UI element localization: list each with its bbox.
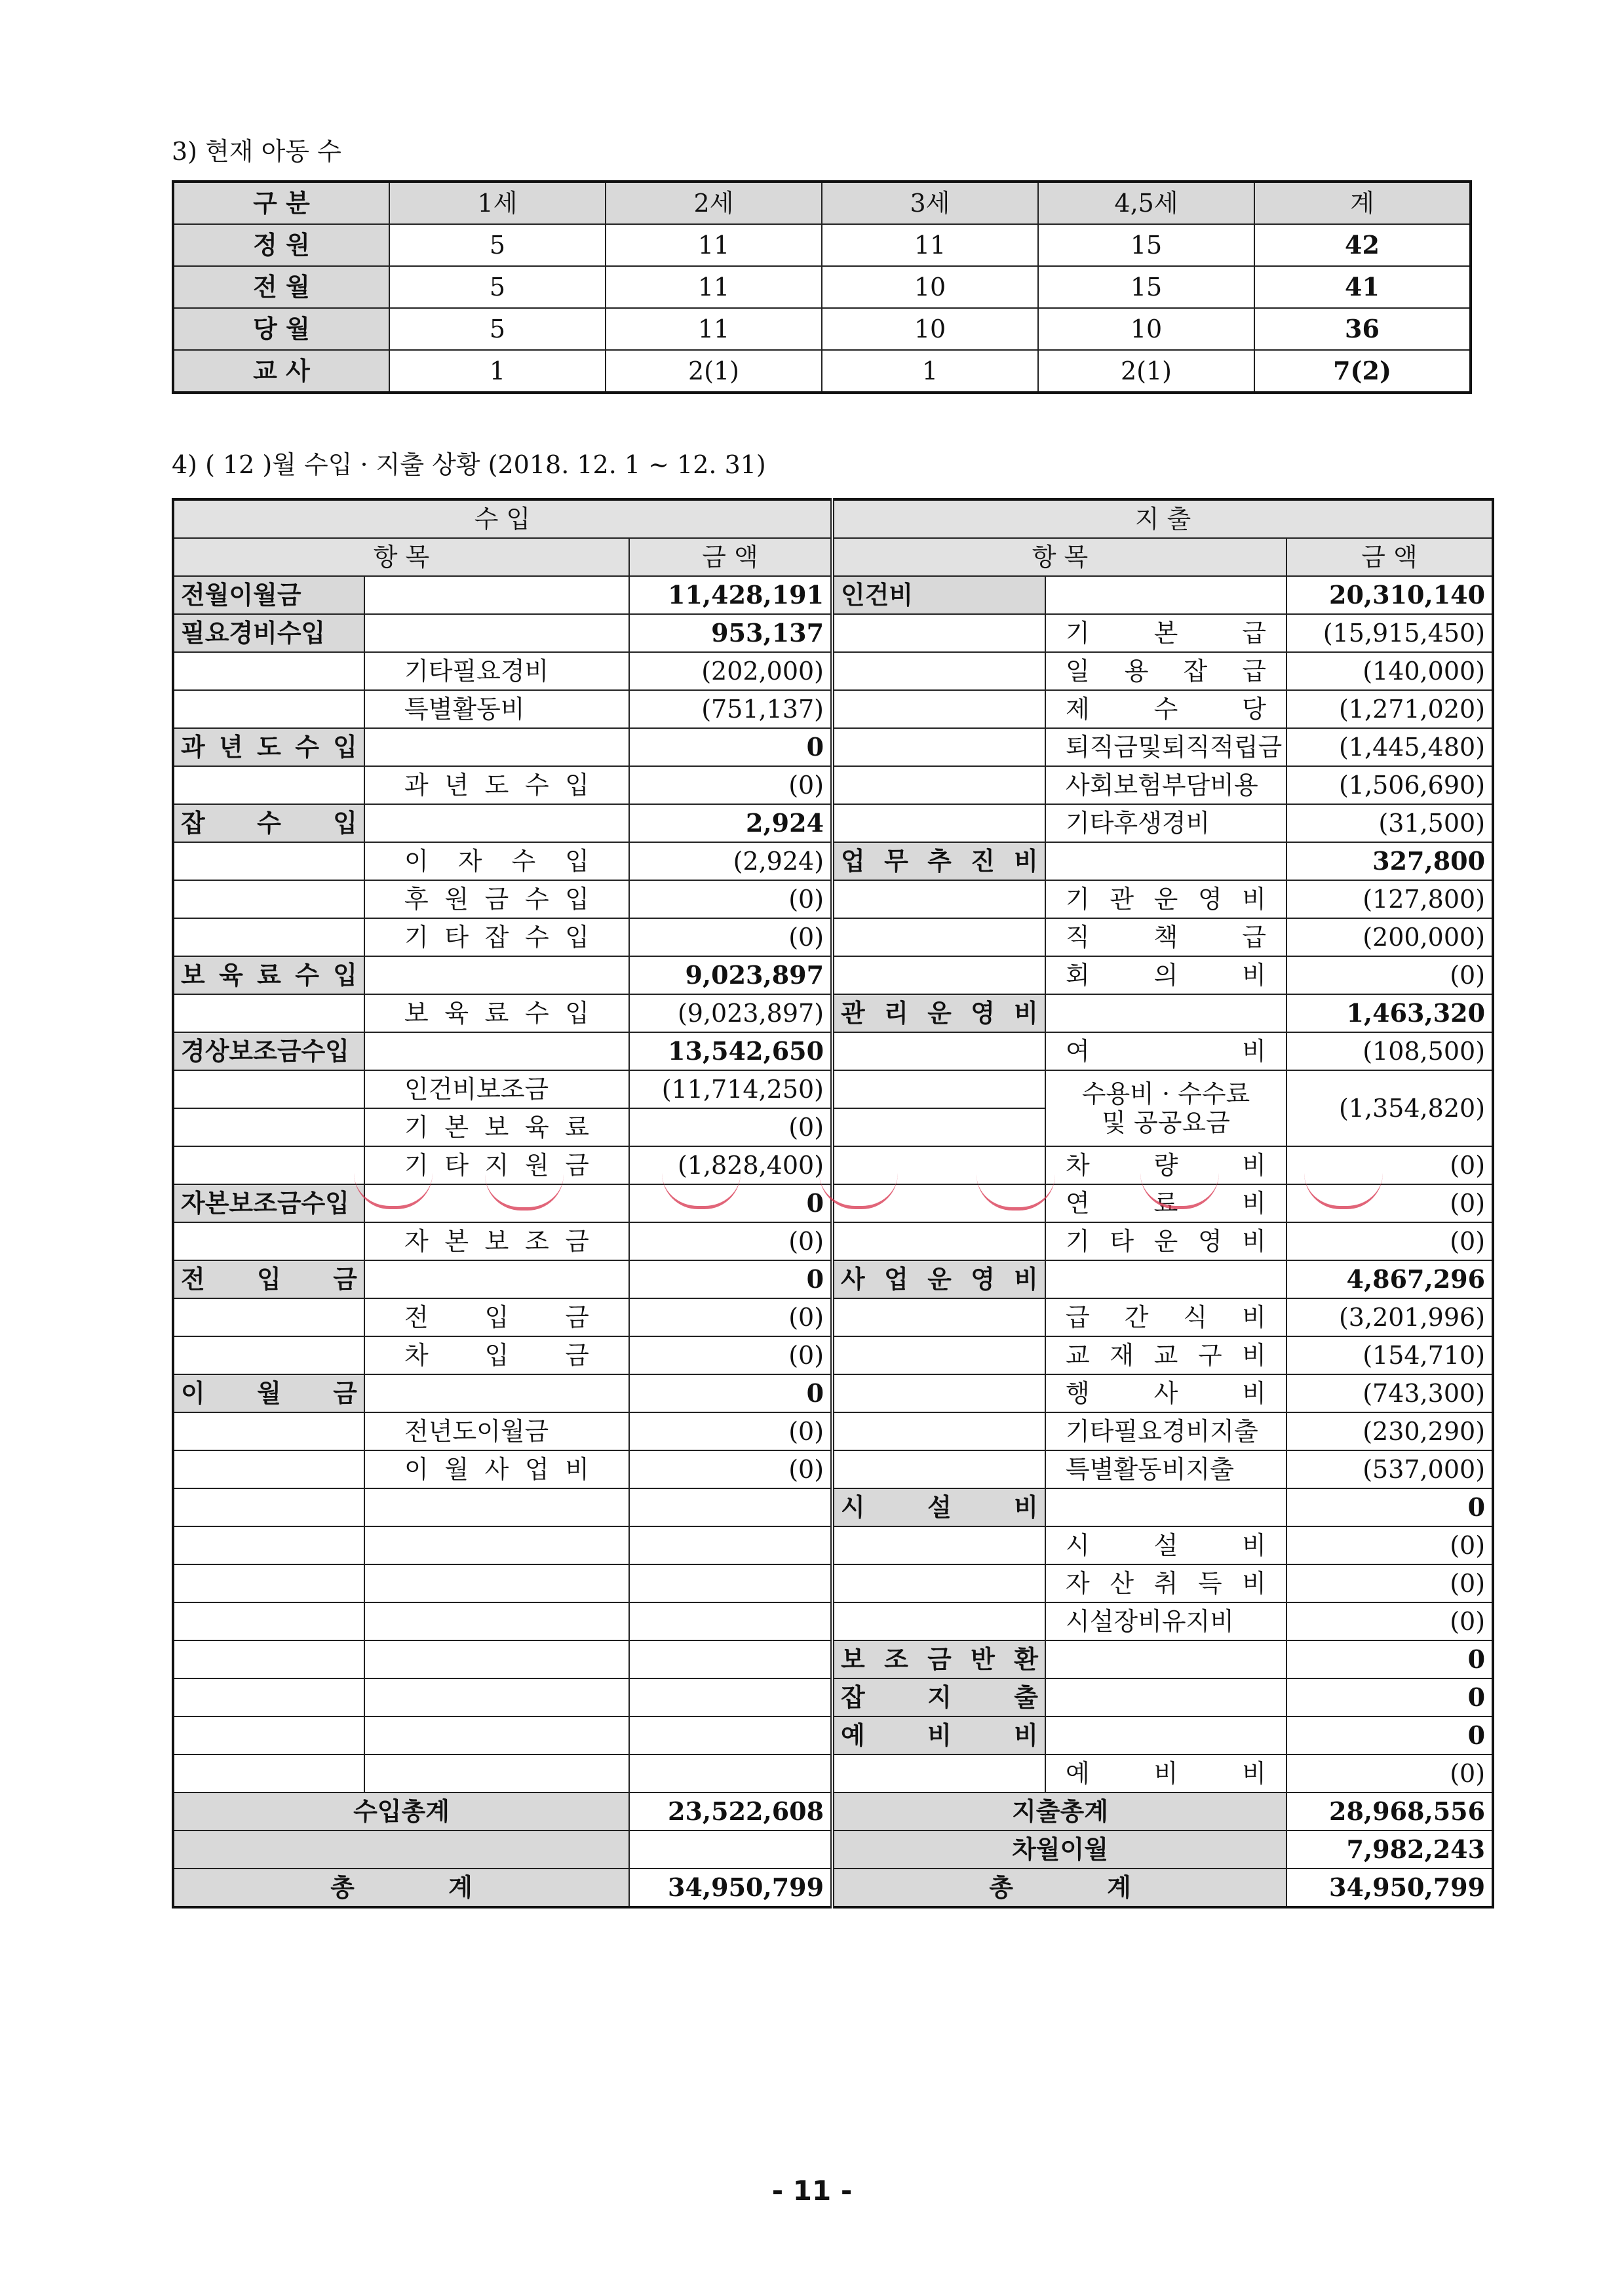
empty-cell	[832, 1070, 1045, 1108]
table-row	[173, 994, 1493, 1032]
expense-amount: (1,445,480)	[1286, 728, 1493, 766]
expense-item: 기 본 급	[1045, 614, 1286, 652]
income-amount: (11,714,250)	[629, 1070, 832, 1108]
empty-cell	[832, 1754, 1045, 1792]
empty-cell	[364, 1640, 629, 1678]
empty-cell	[832, 956, 1045, 994]
empty-cell	[629, 1526, 832, 1564]
expense-amount: 4,867,296	[1286, 1260, 1493, 1298]
expense-item: 기 관 운 영 비	[1045, 880, 1286, 918]
expense-item: 시설장비유지비	[1045, 1602, 1286, 1640]
cell: 15	[1038, 224, 1254, 266]
expense-amount: 1,463,320	[1286, 994, 1493, 1032]
empty-cell	[1045, 842, 1286, 880]
expense-item-header: 항 목	[832, 538, 1286, 576]
empty-cell	[173, 1754, 364, 1792]
total-cell: 42	[1254, 224, 1471, 266]
income-amount: 0	[629, 1374, 832, 1412]
income-item: 보 육 료 수 입	[364, 994, 629, 1032]
income-item-header: 항 목	[173, 538, 629, 576]
table-row	[173, 1298, 1493, 1336]
section-4-title: 4) ( 12 )월 수입 · 지출 상황 (2018. 12. 1 ~ 12. 31)	[172, 450, 766, 479]
budget-footer	[173, 1792, 1493, 1907]
expense-item: 기타필요경비지출	[1045, 1412, 1286, 1450]
income-amount: 0	[629, 1260, 832, 1298]
cell: 2(1)	[606, 350, 822, 393]
income-item: 차 입 금	[364, 1336, 629, 1374]
empty-cell	[832, 690, 1045, 728]
empty-cell	[364, 1374, 629, 1412]
empty-cell	[364, 804, 629, 842]
expense-amount-header: 금 액	[1286, 538, 1493, 576]
expense-category: 시 설 비	[832, 1488, 1045, 1526]
table-row	[173, 880, 1493, 918]
budget-header-row	[173, 499, 1493, 538]
empty-cell	[364, 1678, 629, 1716]
expense-item: 직 책 급	[1045, 918, 1286, 956]
empty-cell	[173, 1070, 364, 1108]
total-cell: 41	[1254, 266, 1471, 308]
expense-item: 시 설 비	[1045, 1526, 1286, 1564]
empty-cell	[173, 880, 364, 918]
empty-cell	[832, 880, 1045, 918]
cell: 5	[389, 308, 606, 350]
expense-amount: 0	[1286, 1716, 1493, 1754]
empty-cell	[832, 652, 1045, 690]
cell: 1	[822, 350, 1038, 393]
expense-item: 수용비 · 수수료 및 공공요금	[1045, 1070, 1286, 1146]
empty-cell	[832, 1526, 1045, 1564]
expense-item: 기 타 운 영 비	[1045, 1222, 1286, 1260]
cell: 10	[822, 266, 1038, 308]
expense-amount: 0	[1286, 1640, 1493, 1678]
empty-cell	[832, 728, 1045, 766]
empty-cell	[173, 1336, 364, 1374]
expense-item: 회 의 비	[1045, 956, 1286, 994]
empty-cell	[173, 994, 364, 1032]
expense-item: 차 량 비	[1045, 1146, 1286, 1184]
income-total-label: 수입총계	[173, 1792, 629, 1831]
expense-item: 기타후생경비	[1045, 804, 1286, 842]
empty-cell	[629, 1678, 832, 1716]
income-item: 이 자 수 입	[364, 842, 629, 880]
expense-amount: (140,000)	[1286, 652, 1493, 690]
income-item: 인건비보조금	[364, 1070, 629, 1108]
expense-item: 사회보험부담비용	[1045, 766, 1286, 804]
expense-amount: (200,000)	[1286, 918, 1493, 956]
expense-amount: (230,290)	[1286, 1412, 1493, 1450]
income-amount: 13,542,650	[629, 1032, 832, 1070]
expense-header: 지 출	[832, 499, 1493, 538]
income-category: 자본보조금수입	[173, 1184, 364, 1222]
empty-cell	[364, 1260, 629, 1298]
expense-item: 제 수 당	[1045, 690, 1286, 728]
empty-cell	[173, 1564, 364, 1602]
header-cell: 3세	[822, 182, 1038, 224]
table-row	[173, 224, 1471, 266]
expense-amount: (127,800)	[1286, 880, 1493, 918]
expense-category: 사 업 운 영 비	[832, 1260, 1045, 1298]
income-amount: (1,828,400)	[629, 1146, 832, 1184]
expense-item: 퇴직금및퇴직적립금	[1045, 728, 1286, 766]
income-amount: (202,000)	[629, 652, 832, 690]
empty-cell	[832, 1374, 1045, 1412]
income-amount: (2,924)	[629, 842, 832, 880]
children-count-table	[172, 180, 1472, 394]
cell: 15	[1038, 266, 1254, 308]
empty-cell	[173, 1716, 364, 1754]
income-amount: 2,924	[629, 804, 832, 842]
income-item: 전년도이월금	[364, 1412, 629, 1450]
empty-cell	[173, 1831, 629, 1869]
empty-cell	[832, 1450, 1045, 1488]
empty-cell	[364, 1602, 629, 1640]
empty-cell	[173, 1450, 364, 1488]
row-label: 정 원	[173, 224, 389, 266]
empty-cell	[832, 804, 1045, 842]
income-grand-total-label: 총 계	[173, 1869, 629, 1907]
income-item: 후 원 금 수 입	[364, 880, 629, 918]
income-item: 기 타 지 원 금	[364, 1146, 629, 1184]
table-row	[173, 1070, 1493, 1108]
income-amount: 9,023,897	[629, 956, 832, 994]
table-row	[173, 1222, 1493, 1260]
table-row	[173, 350, 1471, 393]
empty-cell	[173, 1526, 364, 1564]
expense-grand-total-value: 34,950,799	[1286, 1869, 1493, 1907]
empty-cell	[629, 1488, 832, 1526]
section-3-title: 3) 현재 아동 수	[172, 137, 341, 166]
income-amount: (0)	[629, 1336, 832, 1374]
total-cell: 7(2)	[1254, 350, 1471, 393]
income-category: 보 육 료 수 입	[173, 956, 364, 994]
empty-cell	[629, 1564, 832, 1602]
header-cell: 구 분	[173, 182, 389, 224]
expense-amount: 0	[1286, 1678, 1493, 1716]
empty-cell	[364, 1716, 629, 1754]
income-item: 이 월 사 업 비	[364, 1450, 629, 1488]
income-amount: (0)	[629, 1108, 832, 1146]
expense-total-value: 28,968,556	[1286, 1792, 1493, 1831]
expense-item: 특별활동비지출	[1045, 1450, 1286, 1488]
expense-amount: (743,300)	[1286, 1374, 1493, 1412]
table-row	[173, 1602, 1493, 1640]
income-amount: (0)	[629, 918, 832, 956]
income-category: 필요경비수입	[173, 614, 364, 652]
income-amount: 0	[629, 728, 832, 766]
cell: 5	[389, 224, 606, 266]
empty-cell	[173, 1640, 364, 1678]
cell: 10	[1038, 308, 1254, 350]
empty-cell	[173, 1678, 364, 1716]
income-category: 전월이월금	[173, 576, 364, 614]
table-row	[173, 1488, 1493, 1526]
income-item: 과 년 도 수 입	[364, 766, 629, 804]
income-amount: (0)	[629, 1222, 832, 1260]
table-row	[173, 1716, 1493, 1754]
expense-amount: (0)	[1286, 1146, 1493, 1184]
expense-item: 일 용 잡 급	[1045, 652, 1286, 690]
row-label: 교 사	[173, 350, 389, 393]
expense-item: 교 재 교 구 비	[1045, 1336, 1286, 1374]
income-amount: (751,137)	[629, 690, 832, 728]
income-grand-total-value: 34,950,799	[629, 1869, 832, 1907]
income-item: 기타필요경비	[364, 652, 629, 690]
expense-category: 관 리 운 영 비	[832, 994, 1045, 1032]
income-amount: (0)	[629, 1412, 832, 1450]
expense-amount: (0)	[1286, 1184, 1493, 1222]
income-amount: 11,428,191	[629, 576, 832, 614]
header-cell: 2세	[606, 182, 822, 224]
empty-cell	[832, 918, 1045, 956]
expense-category: 잡 지 출	[832, 1678, 1045, 1716]
expense-item: 자 산 취 득 비	[1045, 1564, 1286, 1602]
header-cell: 1세	[389, 182, 606, 224]
empty-cell	[364, 728, 629, 766]
empty-cell	[832, 766, 1045, 804]
carryover-row	[173, 1831, 1493, 1869]
empty-cell	[364, 956, 629, 994]
income-category: 잡 수 입	[173, 804, 364, 842]
empty-cell	[1045, 1640, 1286, 1678]
expense-amount: (1,271,020)	[1286, 690, 1493, 728]
table-row	[173, 842, 1493, 880]
expense-item: 급 간 식 비	[1045, 1298, 1286, 1336]
income-total-value: 23,522,608	[629, 1792, 832, 1831]
empty-cell	[173, 1602, 364, 1640]
expense-amount: (108,500)	[1286, 1032, 1493, 1070]
table-row	[173, 1678, 1493, 1716]
income-amount: (0)	[629, 1450, 832, 1488]
expense-item: 예 비 비	[1045, 1754, 1286, 1792]
table-row	[173, 1640, 1493, 1678]
cell: 11	[606, 308, 822, 350]
income-item: 특별활동비	[364, 690, 629, 728]
table-row	[173, 1374, 1493, 1412]
row-label: 전 월	[173, 266, 389, 308]
empty-cell	[629, 1754, 832, 1792]
expense-grand-total-label: 총 계	[832, 1869, 1286, 1907]
income-item: 기 본 보 육 료	[364, 1108, 629, 1146]
income-header: 수 입	[173, 499, 832, 538]
carryover-label: 차월이월	[832, 1831, 1286, 1869]
empty-cell	[173, 766, 364, 804]
empty-cell	[629, 1831, 832, 1869]
budget-subheader-row	[173, 538, 1493, 576]
empty-cell	[1045, 1488, 1286, 1526]
empty-cell	[832, 1222, 1045, 1260]
expense-item: 행 사 비	[1045, 1374, 1286, 1412]
empty-cell	[832, 614, 1045, 652]
expense-item: 연 료 비	[1045, 1184, 1286, 1222]
income-amount: (0)	[629, 880, 832, 918]
income-amount: 0	[629, 1184, 832, 1222]
table-row	[173, 1412, 1493, 1450]
grand-total-row	[173, 1869, 1493, 1907]
income-amount: (0)	[629, 1298, 832, 1336]
table-row	[173, 1032, 1493, 1070]
cell: 11	[606, 224, 822, 266]
empty-cell	[1045, 1260, 1286, 1298]
cell: 5	[389, 266, 606, 308]
table-row	[173, 576, 1493, 614]
empty-cell	[173, 1108, 364, 1146]
cell: 11	[606, 266, 822, 308]
expense-amount: (0)	[1286, 1564, 1493, 1602]
expense-amount: (1,506,690)	[1286, 766, 1493, 804]
table-row	[173, 1754, 1493, 1792]
income-item: 기 타 잡 수 입	[364, 918, 629, 956]
expense-category: 예 비 비	[832, 1716, 1045, 1754]
table-row	[173, 804, 1493, 842]
empty-cell	[364, 1032, 629, 1070]
subtotal-row	[173, 1792, 1493, 1831]
empty-cell	[629, 1716, 832, 1754]
expense-amount: (154,710)	[1286, 1336, 1493, 1374]
income-amount-header: 금 액	[629, 538, 832, 576]
empty-cell	[173, 918, 364, 956]
empty-cell	[173, 1298, 364, 1336]
table-row	[173, 1450, 1493, 1488]
income-amount: (0)	[629, 766, 832, 804]
expense-amount: (15,915,450)	[1286, 614, 1493, 652]
expense-amount: (0)	[1286, 1222, 1493, 1260]
empty-cell	[832, 1032, 1045, 1070]
expense-amount: 327,800	[1286, 842, 1493, 880]
income-amount: (9,023,897)	[629, 994, 832, 1032]
expense-category: 보 조 금 반 환	[832, 1640, 1045, 1678]
expense-amount: (537,000)	[1286, 1450, 1493, 1488]
table-row	[173, 652, 1493, 690]
budget-body	[173, 499, 1493, 1792]
cell: 1	[389, 350, 606, 393]
expense-amount: 20,310,140	[1286, 576, 1493, 614]
empty-cell	[832, 1602, 1045, 1640]
income-item: 자 본 보 조 금	[364, 1222, 629, 1260]
empty-cell	[629, 1602, 832, 1640]
expense-total-label: 지출총계	[832, 1792, 1286, 1831]
cell: 10	[822, 308, 1038, 350]
empty-cell	[832, 1412, 1045, 1450]
header-cell: 4,5세	[1038, 182, 1254, 224]
table-row	[173, 690, 1493, 728]
income-category: 전 입 금	[173, 1260, 364, 1298]
empty-cell	[364, 576, 629, 614]
empty-cell	[364, 1754, 629, 1792]
table-row	[173, 266, 1471, 308]
income-category: 과 년 도 수 입	[173, 728, 364, 766]
empty-cell	[364, 614, 629, 652]
expense-amount: (3,201,996)	[1286, 1298, 1493, 1336]
table-row	[173, 614, 1493, 652]
cell: 2(1)	[1038, 350, 1254, 393]
row-label: 당 월	[173, 308, 389, 350]
table-row	[173, 308, 1471, 350]
income-category: 이 월 금	[173, 1374, 364, 1412]
children-table-header	[173, 182, 1471, 224]
expense-amount: (0)	[1286, 1526, 1493, 1564]
table-row	[173, 728, 1493, 766]
empty-cell	[173, 842, 364, 880]
table-row	[173, 1336, 1493, 1374]
table-row	[173, 918, 1493, 956]
income-amount: 953,137	[629, 614, 832, 652]
table-row	[173, 1260, 1493, 1298]
empty-cell	[173, 1222, 364, 1260]
expense-amount: (1,354,820)	[1286, 1070, 1493, 1146]
empty-cell	[832, 1298, 1045, 1336]
empty-cell	[173, 1488, 364, 1526]
carryover-value: 7,982,243	[1286, 1831, 1493, 1869]
empty-cell	[832, 1108, 1045, 1146]
empty-cell	[173, 652, 364, 690]
empty-cell	[629, 1640, 832, 1678]
empty-cell	[364, 1564, 629, 1602]
cell: 11	[822, 224, 1038, 266]
empty-cell	[364, 1488, 629, 1526]
expense-category: 업 무 추 진 비	[832, 842, 1045, 880]
empty-cell	[1045, 1716, 1286, 1754]
table-row	[173, 1564, 1493, 1602]
empty-cell	[173, 690, 364, 728]
expense-amount: (0)	[1286, 956, 1493, 994]
expense-category: 인건비	[832, 576, 1045, 614]
empty-cell	[1045, 576, 1286, 614]
expense-item: 여 비	[1045, 1032, 1286, 1070]
empty-cell	[832, 1564, 1045, 1602]
table-row	[173, 956, 1493, 994]
income-item: 전 입 금	[364, 1298, 629, 1336]
header-cell: 계	[1254, 182, 1471, 224]
income-category: 경상보조금수입	[173, 1032, 364, 1070]
empty-cell	[1045, 994, 1286, 1032]
empty-cell	[832, 1336, 1045, 1374]
empty-cell	[1045, 1678, 1286, 1716]
empty-cell	[173, 1412, 364, 1450]
total-cell: 36	[1254, 308, 1471, 350]
empty-cell	[364, 1526, 629, 1564]
expense-amount: 0	[1286, 1488, 1493, 1526]
empty-cell	[173, 1146, 364, 1184]
page-number: - 11 -	[771, 2175, 853, 2207]
expense-amount: (0)	[1286, 1754, 1493, 1792]
table-row	[173, 1526, 1493, 1564]
expense-amount: (31,500)	[1286, 804, 1493, 842]
table-row	[173, 766, 1493, 804]
expense-amount: (0)	[1286, 1602, 1493, 1640]
